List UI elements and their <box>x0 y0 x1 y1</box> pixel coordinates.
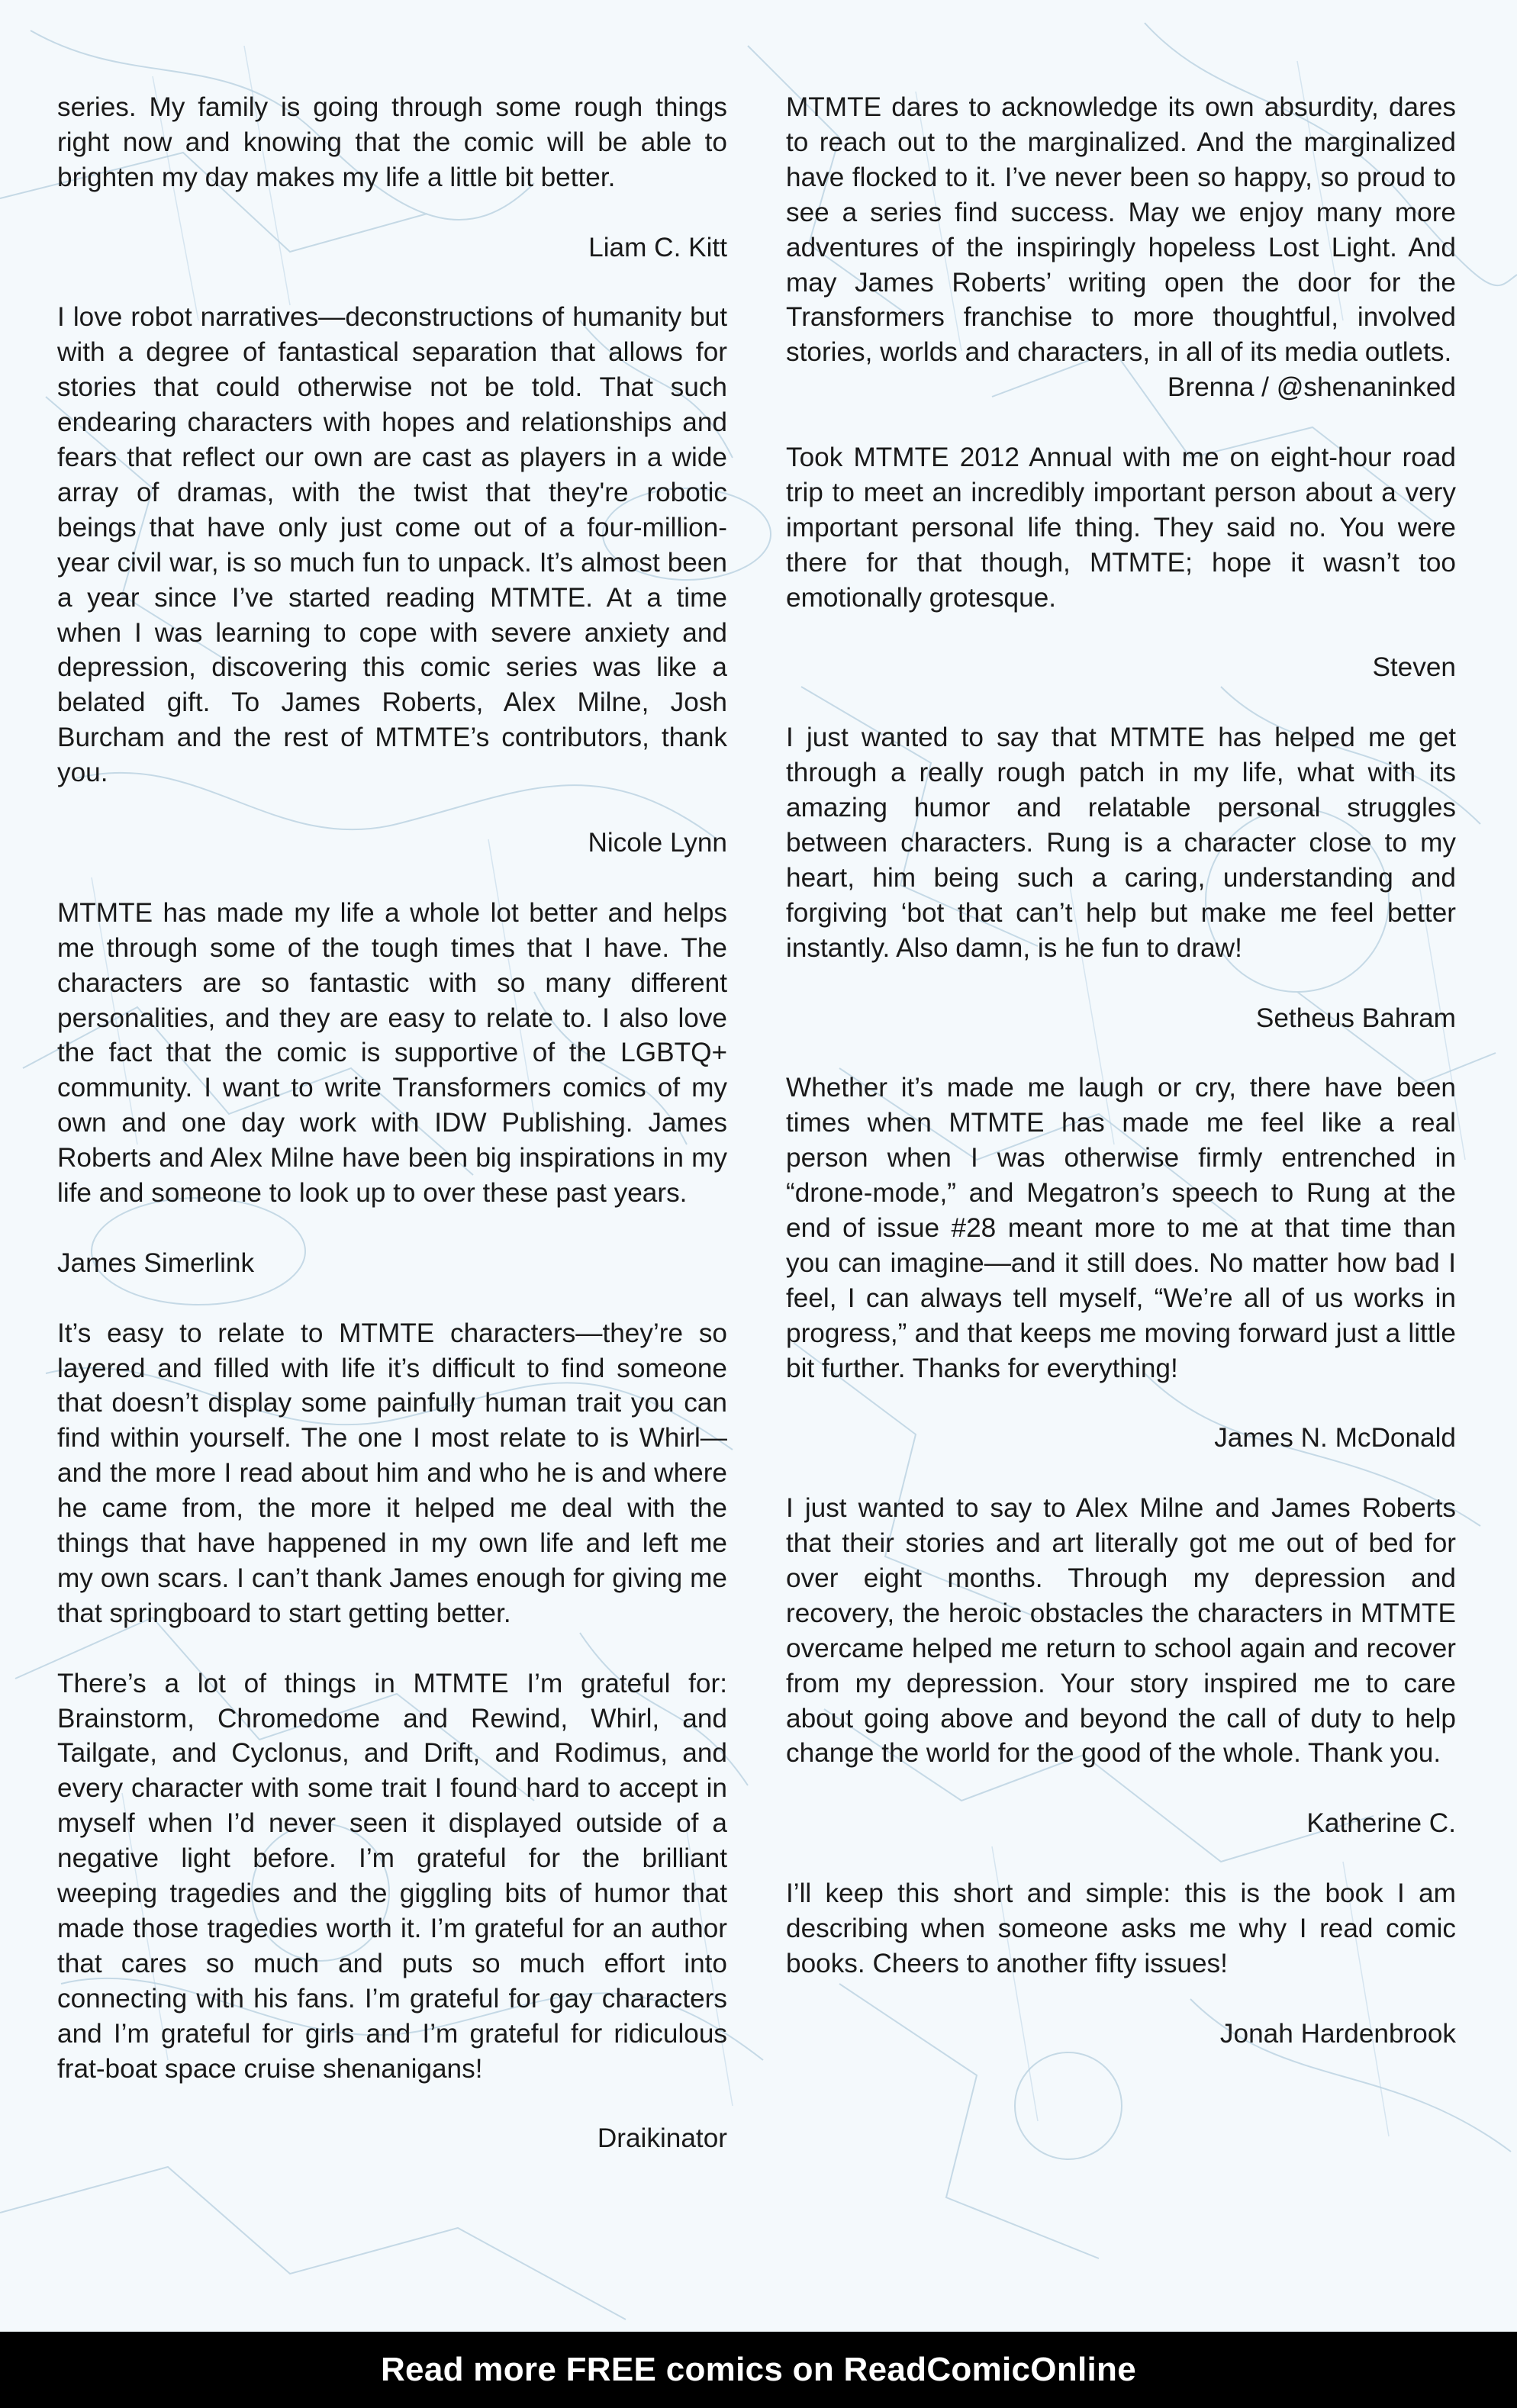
paragraph-gap <box>786 1771 1456 1806</box>
paragraph-gap <box>786 405 1456 440</box>
right-letters-column <box>786 90 1456 2052</box>
letter-paragraph: Took MTMTE 2012 Annual with me on eight-hour road trip to meet an incredibly important person about a very important personal life thing. They said no. You were there for that though, MTMTE; hope it wasn’t too emotionally grotesque. <box>786 443 1456 613</box>
letter-paragraph: I just wanted to say to Alex Milne and James Roberts that their stories and art literally got me out of bed for over eight months. Through my depression and recovery, the heroic obstacles the characters in MTMTE overcame helped me return to school again and recover from my depression. Your story inspired me to care about going above and beyond the call of duty to help change the world for the good of the whole. Thank you. <box>786 1493 1456 1769</box>
letter-signature: James Simerlink <box>57 1247 255 1278</box>
letter-paragraph: I’ll keep this short and simple: this is the book I am describing when someone asks me why I read comic books. Cheers to another fifty issues! <box>786 1878 1456 1978</box>
letter-paragraph: MTMTE has made my life a whole lot better and helps me through some of the tough times that I have. The characters are so fantastic with so many different personalities, and they are easy to relate to. I also love the fact that the comic is supportive of the LGBTQ+ community. I want to write Transformers comics of my own and one day work with IDW Publishing. James Roberts and Alex Milne have been big inspirations in my life and someone to look up to over these past years. <box>57 897 727 1209</box>
paragraph-gap <box>786 1035 1456 1070</box>
letter-paragraph: Whether it’s made me laugh or cry, there have been times when MTMTE has made me feel like a real person when I was otherwise firmly entrenched in “drone-mode,” and Megatron’s speech to Rung at the end of issue #28 meant more to me at that time than you can imagine—and it still does. No matter how bad I feel, I can always tell myself, “We’re all of us works in progress,” and that keeps me moving forward just a little bit further. Thanks for everything! <box>786 1073 1456 1383</box>
paragraph-gap <box>786 1981 1456 2017</box>
paragraph-gap <box>57 861 727 896</box>
paragraph-gap <box>786 685 1456 720</box>
letter-paragraph: I just wanted to say that MTMTE has helped me get through a really rough patch in my life, what with its amazing humor and relatable personal struggles between characters. Rung is a character close to my heart, him being such a caring, understanding and forgiving ‘bot that can’t help but make me feel better instantly. Also damn, is he fun to draw! <box>786 723 1456 963</box>
paragraph-gap <box>57 1281 727 1316</box>
paragraph-gap <box>786 1841 1456 1876</box>
paragraph-gap <box>57 1211 727 1246</box>
letter-paragraph: It’s easy to relate to MTMTE characters—they’re so layered and filled with life it’s difficult to find someone that doesn’t display some painfully human trait you can find within yourself. The one I most relate to is Whirl—and the more I read about him and who he is and where he came from, the more it helped me deal with the things that have happened in my own life and left me my own scars. I can’t thank James enough for giving me that springboard to start getting better. <box>57 1318 727 1628</box>
paragraph-gap <box>786 966 1456 1001</box>
paragraph-gap <box>57 1631 727 1666</box>
letter-signature: Draikinator <box>597 2123 727 2154</box>
letter-signature: Katherine C. <box>1306 1808 1456 1839</box>
paragraph-gap <box>57 2087 727 2122</box>
letter-signature: Steven <box>1372 652 1456 683</box>
paragraph-gap <box>57 790 727 826</box>
letter-paragraph: MTMTE dares to acknowledge its own absurdity, dares to reach out to the marginalized. And the marginalized have flocked to it. I’ve never been so happy, so proud to see a series find success. May we enjoy many more adventures of the inspiringly hopeless Lost Light. And may James Roberts’ writing open the door for the Transformers franchise to more thoughtful, involved stories, worlds and characters, in all of its media outlets. <box>786 92 1456 368</box>
promo-footer-bar <box>0 2332 1517 2408</box>
letter-paragraph: I love robot narratives—deconstructions of humanity but with a degree of fantastical separation that allows for stories that could otherwise not be told. That such endearing characters with hopes and relationships and fears that reflect our own are cast as players in a wide array of dramas, with the twist that they're robotic beings that have only just come out of a four-million-year civil war, is so much fun to unpack. It’s almost been a year since I’ve started reading MTMTE. At a time when I was learning to cope with severe anxiety and depression, discovering this comic series was like a belated gift. To James Roberts, Alex Milne, Josh Burcham and the rest of MTMTE’s contributors, thank you. <box>57 302 727 788</box>
letter-signature: Setheus Bahram <box>1255 1003 1456 1033</box>
letter-paragraph: series. My family is going through some rough things right now and knowing that the comic will be able to brighten my day makes my life a little bit better. <box>57 92 727 192</box>
letter-signature: Nicole Lynn <box>588 827 727 858</box>
promo-footer-text[interactable]: Read more FREE comics on ReadComicOnline <box>380 2351 1136 2388</box>
letter-signature: Jonah Hardenbrook <box>1219 2018 1456 2049</box>
paragraph-gap <box>786 1456 1456 1491</box>
paragraph-gap <box>57 266 727 301</box>
paragraph-gap <box>786 1386 1456 1421</box>
left-letters-column <box>57 90 727 2156</box>
letter-signature: James N. McDonald <box>1214 1423 1456 1453</box>
letter-signature: Liam C. Kitt <box>588 232 727 262</box>
letter-signature: Brenna / @shenaninked <box>1167 372 1456 403</box>
paragraph-gap <box>786 616 1456 651</box>
letter-paragraph: There’s a lot of things in MTMTE I’m grateful for: Brainstorm, Chromedome and Rewind, Whirl, and Tailgate, and Cyclonus, and Drift, and Rodimus, and every character with some trait I found hard to accept in myself when I’d never seen it displayed outside of a negative light before. I’m grateful for the brilliant weeping tragedies and the giggling bits of humor that made those tragedies worth it. I’m grateful for an author that cares so much and puts so much effort into connecting with his fans. I’m grateful for gay characters and I’m grateful for girls and I’m grateful for ridiculous frat-boat space cruise shenanigans! <box>57 1668 727 2084</box>
paragraph-gap <box>57 195 727 230</box>
